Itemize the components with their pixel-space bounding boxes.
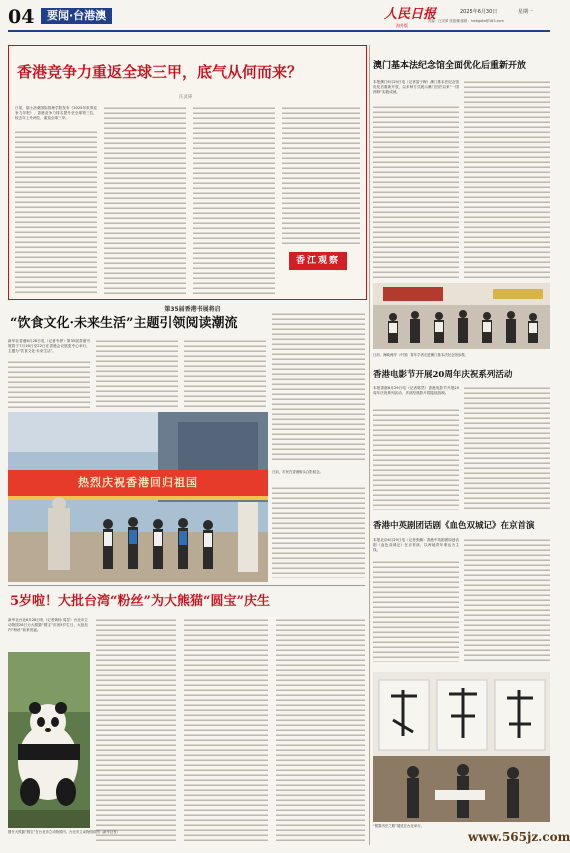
panda-col-3-lines — [184, 618, 268, 843]
opera-headline: 香港中英剧团话剧《血色双城记》在京首演 — [373, 521, 535, 531]
panda-headline: 5岁啦！大批台湾“粉丝”为大熊猫“圆宝”庆生 — [10, 594, 270, 609]
hk-col-1-lines — [15, 130, 97, 294]
issue-date: 2025年6月30日 — [460, 9, 498, 15]
celebration-banner-text: 热烈庆祝香港回归祖国 — [78, 476, 198, 489]
bookfair-col-2-lines — [96, 339, 178, 409]
celebration-photo — [8, 412, 268, 582]
masthead — [8, 6, 550, 28]
celebration-photo-caption: 日前，市民在香港街头合影留念。 — [272, 470, 323, 474]
opera-col-2-lines — [464, 538, 550, 662]
panda-photo — [8, 652, 90, 828]
panda-col-2-lines — [96, 618, 176, 843]
hk-article-box — [8, 45, 367, 300]
bookfair-col-1-lines — [8, 360, 90, 409]
bottom-photo — [373, 672, 550, 822]
film-col-1-lines — [373, 408, 459, 510]
hk-col-2-lines — [104, 106, 186, 294]
film-col-2-lines — [464, 386, 550, 510]
macau-headline: 澳门基本法纪念馆全面优化后重新开放 — [373, 61, 527, 71]
hk-article-col-1: 日前，瑞士洛桑国际管理学院发布《2025年世界竞争力年报》，香港竞争力排名提升至全球第三位，较去年上升两位，重返全球三甲。 — [15, 106, 97, 120]
macau-photo — [373, 283, 550, 349]
hk-column-stamp: 香江观察 — [289, 252, 347, 270]
panda-headline-rule — [8, 585, 365, 586]
macau-photo-caption: 日前，海峡两岸（中国）青年学者走进澳门基本法纪念馆参观。 — [373, 353, 468, 357]
macau-col-2-lines — [464, 80, 550, 278]
panda-col-4-lines — [276, 618, 365, 843]
hk-article-byline: 汪灵犀 — [179, 95, 193, 100]
page-number: 04 — [8, 6, 35, 28]
film-col-1: 本报香港6月29日电（记者陈然）香港电影节开展20周年庆祝系列活动，多部经典影片将陆续放映。 — [373, 386, 459, 395]
opera-col-1: 本报北京6月29日电（记者张鹏）香港中英剧团原创话剧《血色双城记》在京首演，以两地青年命运为主线。 — [373, 538, 459, 552]
column-divider — [369, 45, 370, 845]
hk-col-4-lines — [282, 106, 360, 246]
section-title: 要闻·台港澳 — [41, 8, 112, 24]
bookfair-kicker: 第35届香港书展将启 — [164, 306, 221, 313]
bookfair-col-4b-lines — [272, 486, 365, 578]
panda-col-1: 新华社台北6月28日电（记者黄扬 周昱）台北市立动物园28日为大熊猫“圆宝”庆祝5岁生日，大批岛内“粉丝”前来祝福。 — [8, 618, 88, 632]
bookfair-headline: “饮食文化·未来生活”主题引领阅读潮流 — [10, 316, 238, 331]
issue-weekday: 星期一 — [518, 9, 534, 15]
bottom-photo-caption: “熊猫书法之路”展览在台北举行。 — [373, 824, 424, 828]
watermark: www.565jz.com — [468, 830, 570, 844]
macau-article — [373, 60, 550, 352]
panda-photo-caption: 圆仔大熊猫“圆宝”在台北市立动物园内。台北市立动物园供图（新华社发） — [8, 830, 121, 834]
bookfair-col-1: 新华社香港6月28日电（记者韦骅）第35届香港书展将于7月16日至22日在香港会议展览中心举行，主题为“饮食文化·未来生活”。 — [8, 339, 90, 353]
paper-logo: 人民日报 — [384, 7, 437, 22]
macau-col-1-lines — [373, 105, 459, 278]
macau-col-1: 本报澳门6月29日电（记者富子梅）澳门基本法纪念馆优化后重新开放，以多种方式展示澳门回归以来“一国两制”实践成就。 — [373, 80, 459, 94]
opera-col-1-lines — [373, 560, 459, 662]
edition-tag: 海外版 — [396, 23, 408, 28]
bookfair-col-4-lines — [272, 312, 365, 462]
hk-col-3-lines — [193, 106, 275, 294]
masthead-rule — [8, 30, 550, 32]
hk-article-headline: 香港竞争力重返全球三甲，底气从何而来？ — [17, 63, 303, 81]
film-headline: 香港电影节开展20周年庆祝系列活动 — [373, 370, 513, 380]
editor-line: 责编：汪灵犀 张振骥 邮箱：hwbgatb@163.com — [428, 19, 504, 23]
bookfair-col-3-lines — [184, 339, 266, 409]
